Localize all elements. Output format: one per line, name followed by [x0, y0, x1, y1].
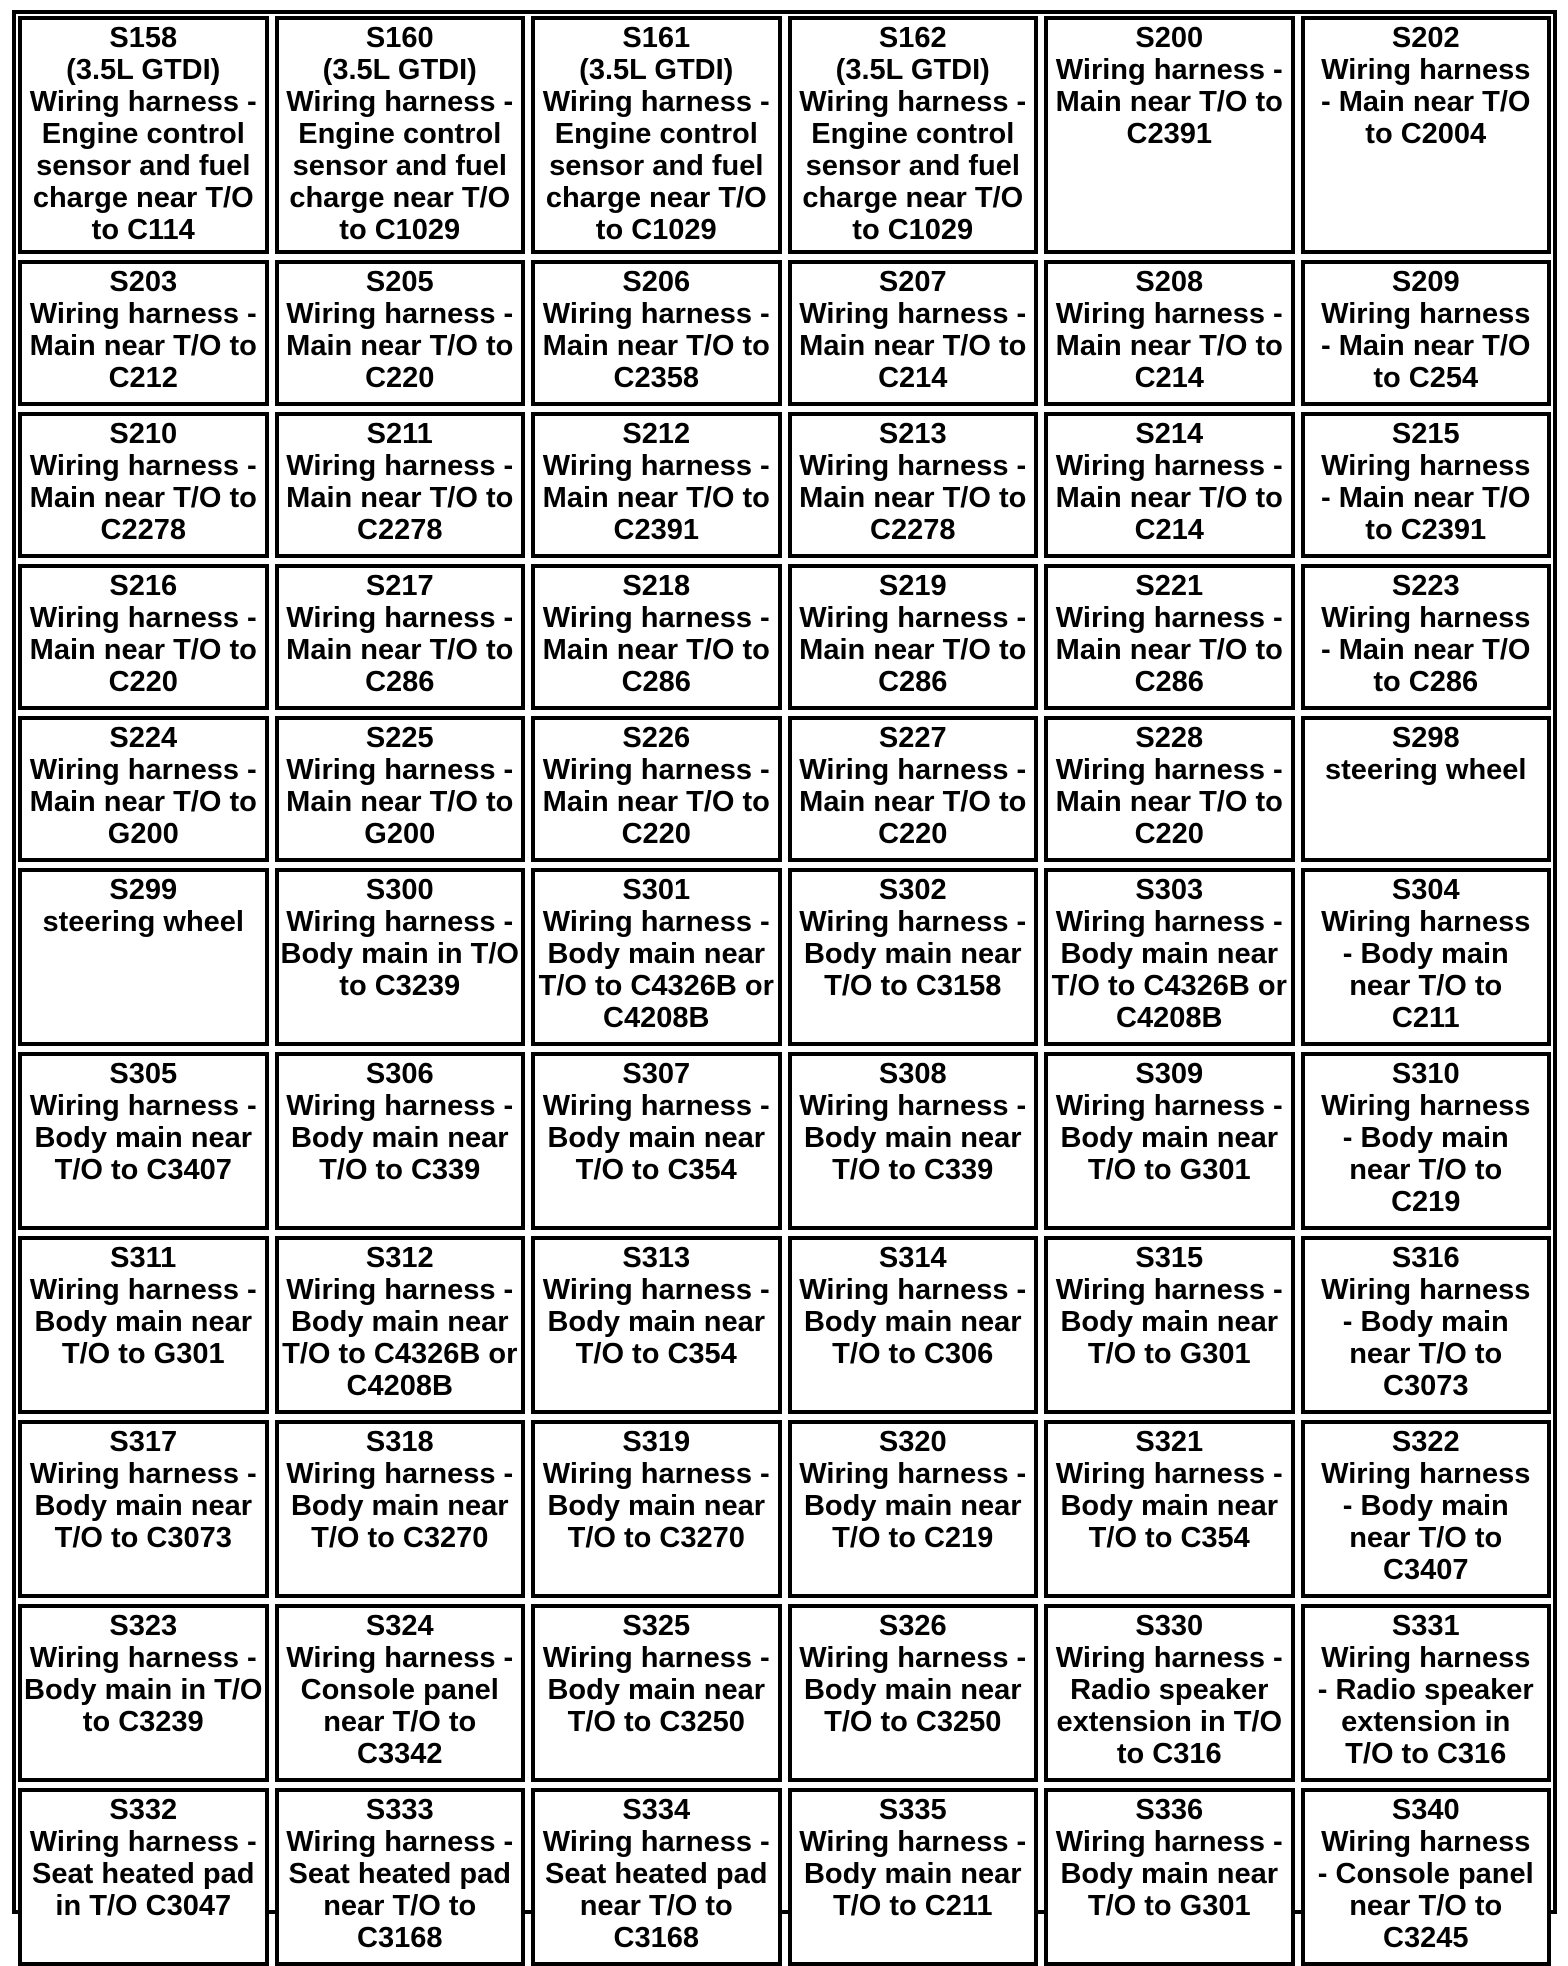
splice-cell-text: S323 Wiring harness - Body main in T/O to C3239	[24, 1610, 263, 1738]
splice-cell	[1044, 1788, 1295, 1966]
splice-cell	[18, 564, 269, 710]
splice-cell	[1044, 1604, 1295, 1782]
splice-cell-text: S330 Wiring harness - Radio speaker extension in T/O to C316	[1055, 1610, 1283, 1770]
splice-cell-text: S310 Wiring harness - Body main near T/O to C219	[1321, 1058, 1531, 1218]
splice-cell-text: S223 Wiring harness - Main near T/O to C286	[1321, 570, 1531, 698]
splice-cell-text: S208 Wiring harness - Main near T/O to C214	[1055, 266, 1283, 394]
splice-cell-text: S316 Wiring harness - Body main near T/O to C3073	[1321, 1242, 1531, 1402]
splice-cell	[275, 1420, 526, 1598]
splice-cell-text: S162 (3.5L GTDI) Wiring harness - Engine control sensor and fuel charge near T/O to C1029	[799, 22, 1027, 246]
splice-cell	[531, 1236, 782, 1414]
splice-cell	[788, 412, 1039, 558]
splice-cell-text: S308 Wiring harness - Body main near T/O to C339	[799, 1058, 1027, 1186]
splice-cell	[788, 16, 1039, 254]
splice-cell	[275, 1236, 526, 1414]
splice-cell	[788, 1236, 1039, 1414]
splice-cell-text: S213 Wiring harness - Main near T/O to C2278	[799, 418, 1027, 546]
splice-cell	[1044, 1236, 1295, 1414]
splice-cell	[531, 260, 782, 406]
splice-cell-text: S305 Wiring harness - Body main near T/O to C3407	[29, 1058, 257, 1186]
splice-cell-text: S228 Wiring harness - Main near T/O to C220	[1055, 722, 1283, 850]
splice-cell	[1301, 1788, 1552, 1966]
splice-cell	[18, 1420, 269, 1598]
splice-cell-text: S331 Wiring harness - Radio speaker extension in T/O to C316	[1317, 1610, 1534, 1770]
splice-cell	[275, 16, 526, 254]
splice-cell-text: S336 Wiring harness - Body main near T/O to G301	[1055, 1794, 1283, 1922]
splice-cell	[1301, 260, 1552, 406]
splice-cell	[788, 716, 1039, 862]
splice-cell	[18, 16, 269, 254]
splice-cell	[788, 564, 1039, 710]
splice-cell-text: S224 Wiring harness - Main near T/O to G200	[29, 722, 257, 850]
splice-cell	[531, 868, 782, 1046]
splice-cell	[1301, 1236, 1552, 1414]
splice-cell-text: S319 Wiring harness - Body main near T/O to C3270	[542, 1426, 770, 1554]
splice-cell	[1044, 1420, 1295, 1598]
splice-cell	[275, 1052, 526, 1230]
splice-cell	[1044, 868, 1295, 1046]
splice-cell	[1301, 1420, 1552, 1598]
splice-cell	[531, 1052, 782, 1230]
splice-cell-text: S317 Wiring harness - Body main near T/O to C3073	[29, 1426, 257, 1554]
splice-cell	[531, 1788, 782, 1966]
splice-cell	[1044, 412, 1295, 558]
splice-cell	[788, 1420, 1039, 1598]
splice-cell-text: S207 Wiring harness - Main near T/O to C214	[799, 266, 1027, 394]
splice-cell-text: S301 Wiring harness - Body main near T/O to C4326B or C4208B	[538, 874, 774, 1034]
splice-cell-text: S314 Wiring harness - Body main near T/O to C306	[799, 1242, 1027, 1370]
splice-cell-text: S158 (3.5L GTDI) Wiring harness - Engine control sensor and fuel charge near T/O to C114	[29, 22, 257, 246]
splice-cell-text: S332 Wiring harness - Seat heated pad in T/O C3047	[29, 1794, 257, 1922]
splice-cell	[275, 868, 526, 1046]
splice-cell	[531, 716, 782, 862]
splice-cell	[531, 1604, 782, 1782]
splice-cell	[788, 260, 1039, 406]
splice-cell	[531, 412, 782, 558]
splice-cell	[1301, 716, 1552, 862]
splice-cell-text: S333 Wiring harness - Seat heated pad near T/O to C3168	[286, 1794, 514, 1954]
splice-cell-text: S335 Wiring harness - Body main near T/O to C211	[799, 1794, 1027, 1922]
splice-cell-text: S303 Wiring harness - Body main near T/O to C4326B or C4208B	[1051, 874, 1287, 1034]
splice-cell-text: S212 Wiring harness - Main near T/O to C2391	[542, 418, 770, 546]
splice-cell-text: S205 Wiring harness - Main near T/O to C220	[286, 266, 514, 394]
splice-cell-text: S299 steering wheel	[42, 874, 244, 938]
splice-cell-text: S340 Wiring harness - Console panel near T/O to C3245	[1317, 1794, 1534, 1954]
splice-cell	[18, 868, 269, 1046]
splice-cell	[788, 1052, 1039, 1230]
splice-cell	[1301, 16, 1552, 254]
splice-cell	[1044, 1052, 1295, 1230]
splice-table	[12, 10, 1557, 1954]
splice-cell	[18, 1052, 269, 1230]
splice-cell-text: S217 Wiring harness - Main near T/O to C286	[286, 570, 514, 698]
splice-grid	[18, 16, 1551, 1954]
splice-cell-text: S315 Wiring harness - Body main near T/O to G301	[1055, 1242, 1283, 1370]
splice-cell-text: S227 Wiring harness - Main near T/O to C220	[799, 722, 1027, 850]
splice-cell	[18, 716, 269, 862]
splice-cell-text: S161 (3.5L GTDI) Wiring harness - Engine control sensor and fuel charge near T/O to C1029	[542, 22, 770, 246]
splice-cell	[18, 1788, 269, 1966]
splice-cell	[788, 1788, 1039, 1966]
splice-cell	[1044, 564, 1295, 710]
splice-cell-text: S298 steering wheel	[1325, 722, 1527, 786]
splice-cell	[275, 260, 526, 406]
splice-cell-text: S221 Wiring harness - Main near T/O to C286	[1055, 570, 1283, 698]
splice-cell-text: S309 Wiring harness - Body main near T/O to G301	[1055, 1058, 1283, 1186]
splice-cell-text: S300 Wiring harness - Body main in T/O to C3239	[280, 874, 519, 1002]
splice-cell	[275, 564, 526, 710]
splice-cell	[1301, 868, 1552, 1046]
splice-cell-text: S325 Wiring harness - Body main near T/O to C3250	[542, 1610, 770, 1738]
splice-cell	[1044, 260, 1295, 406]
splice-cell-text: S225 Wiring harness - Main near T/O to G200	[286, 722, 514, 850]
splice-cell-text: S312 Wiring harness - Body main near T/O to C4326B or C4208B	[282, 1242, 518, 1402]
splice-cell-text: S326 Wiring harness - Body main near T/O to C3250	[799, 1610, 1027, 1738]
splice-cell-text: S215 Wiring harness - Main near T/O to C2391	[1321, 418, 1531, 546]
splice-cell-text: S211 Wiring harness - Main near T/O to C2278	[286, 418, 514, 546]
splice-cell	[275, 1788, 526, 1966]
splice-cell-text: S209 Wiring harness - Main near T/O to C254	[1321, 266, 1531, 394]
splice-cell-text: S307 Wiring harness - Body main near T/O to C354	[542, 1058, 770, 1186]
splice-cell	[1301, 412, 1552, 558]
splice-cell	[18, 412, 269, 558]
splice-cell-text: S216 Wiring harness - Main near T/O to C220	[29, 570, 257, 698]
splice-cell-text: S304 Wiring harness - Body main near T/O to C211	[1321, 874, 1531, 1034]
splice-cell-text: S320 Wiring harness - Body main near T/O to C219	[799, 1426, 1027, 1554]
splice-cell	[18, 260, 269, 406]
splice-cell	[1044, 16, 1295, 254]
splice-cell	[1301, 564, 1552, 710]
splice-cell-text: S160 (3.5L GTDI) Wiring harness - Engine control sensor and fuel charge near T/O to C1029	[286, 22, 514, 246]
splice-cell-text: S306 Wiring harness - Body main near T/O to C339	[286, 1058, 514, 1186]
splice-cell-text: S311 Wiring harness - Body main near T/O to G301	[29, 1242, 257, 1370]
splice-cell-text: S321 Wiring harness - Body main near T/O to C354	[1055, 1426, 1283, 1554]
splice-cell-text: S218 Wiring harness - Main near T/O to C286	[542, 570, 770, 698]
splice-cell-text: S214 Wiring harness - Main near T/O to C214	[1055, 418, 1283, 546]
splice-cell	[18, 1236, 269, 1414]
splice-cell-text: S334 Wiring harness - Seat heated pad near T/O to C3168	[542, 1794, 770, 1954]
splice-cell	[1301, 1604, 1552, 1782]
splice-cell	[788, 868, 1039, 1046]
splice-cell-text: S210 Wiring harness - Main near T/O to C2278	[29, 418, 257, 546]
splice-cell	[275, 412, 526, 558]
splice-cell	[531, 1420, 782, 1598]
splice-cell-text: S302 Wiring harness - Body main near T/O to C3158	[799, 874, 1027, 1002]
splice-cell-text: S318 Wiring harness - Body main near T/O to C3270	[286, 1426, 514, 1554]
splice-cell-text: S313 Wiring harness - Body main near T/O to C354	[542, 1242, 770, 1370]
splice-cell-text: S206 Wiring harness - Main near T/O to C2358	[542, 266, 770, 394]
splice-cell	[531, 564, 782, 710]
splice-cell	[531, 16, 782, 254]
splice-cell	[1301, 1052, 1552, 1230]
splice-cell	[788, 1604, 1039, 1782]
splice-cell-text: S322 Wiring harness - Body main near T/O to C3407	[1321, 1426, 1531, 1586]
splice-cell-text: S202 Wiring harness - Main near T/O to C2004	[1321, 22, 1531, 150]
splice-cell	[275, 1604, 526, 1782]
splice-cell-text: S324 Wiring harness - Console panel near T/O to C3342	[286, 1610, 514, 1770]
splice-cell-text: S226 Wiring harness - Main near T/O to C220	[542, 722, 770, 850]
splice-cell-text: S203 Wiring harness - Main near T/O to C212	[29, 266, 257, 394]
splice-cell	[275, 716, 526, 862]
splice-cell	[18, 1604, 269, 1782]
splice-cell-text: S219 Wiring harness - Main near T/O to C286	[799, 570, 1027, 698]
splice-cell	[1044, 716, 1295, 862]
splice-cell-text: S200 Wiring harness - Main near T/O to C2391	[1055, 22, 1283, 150]
